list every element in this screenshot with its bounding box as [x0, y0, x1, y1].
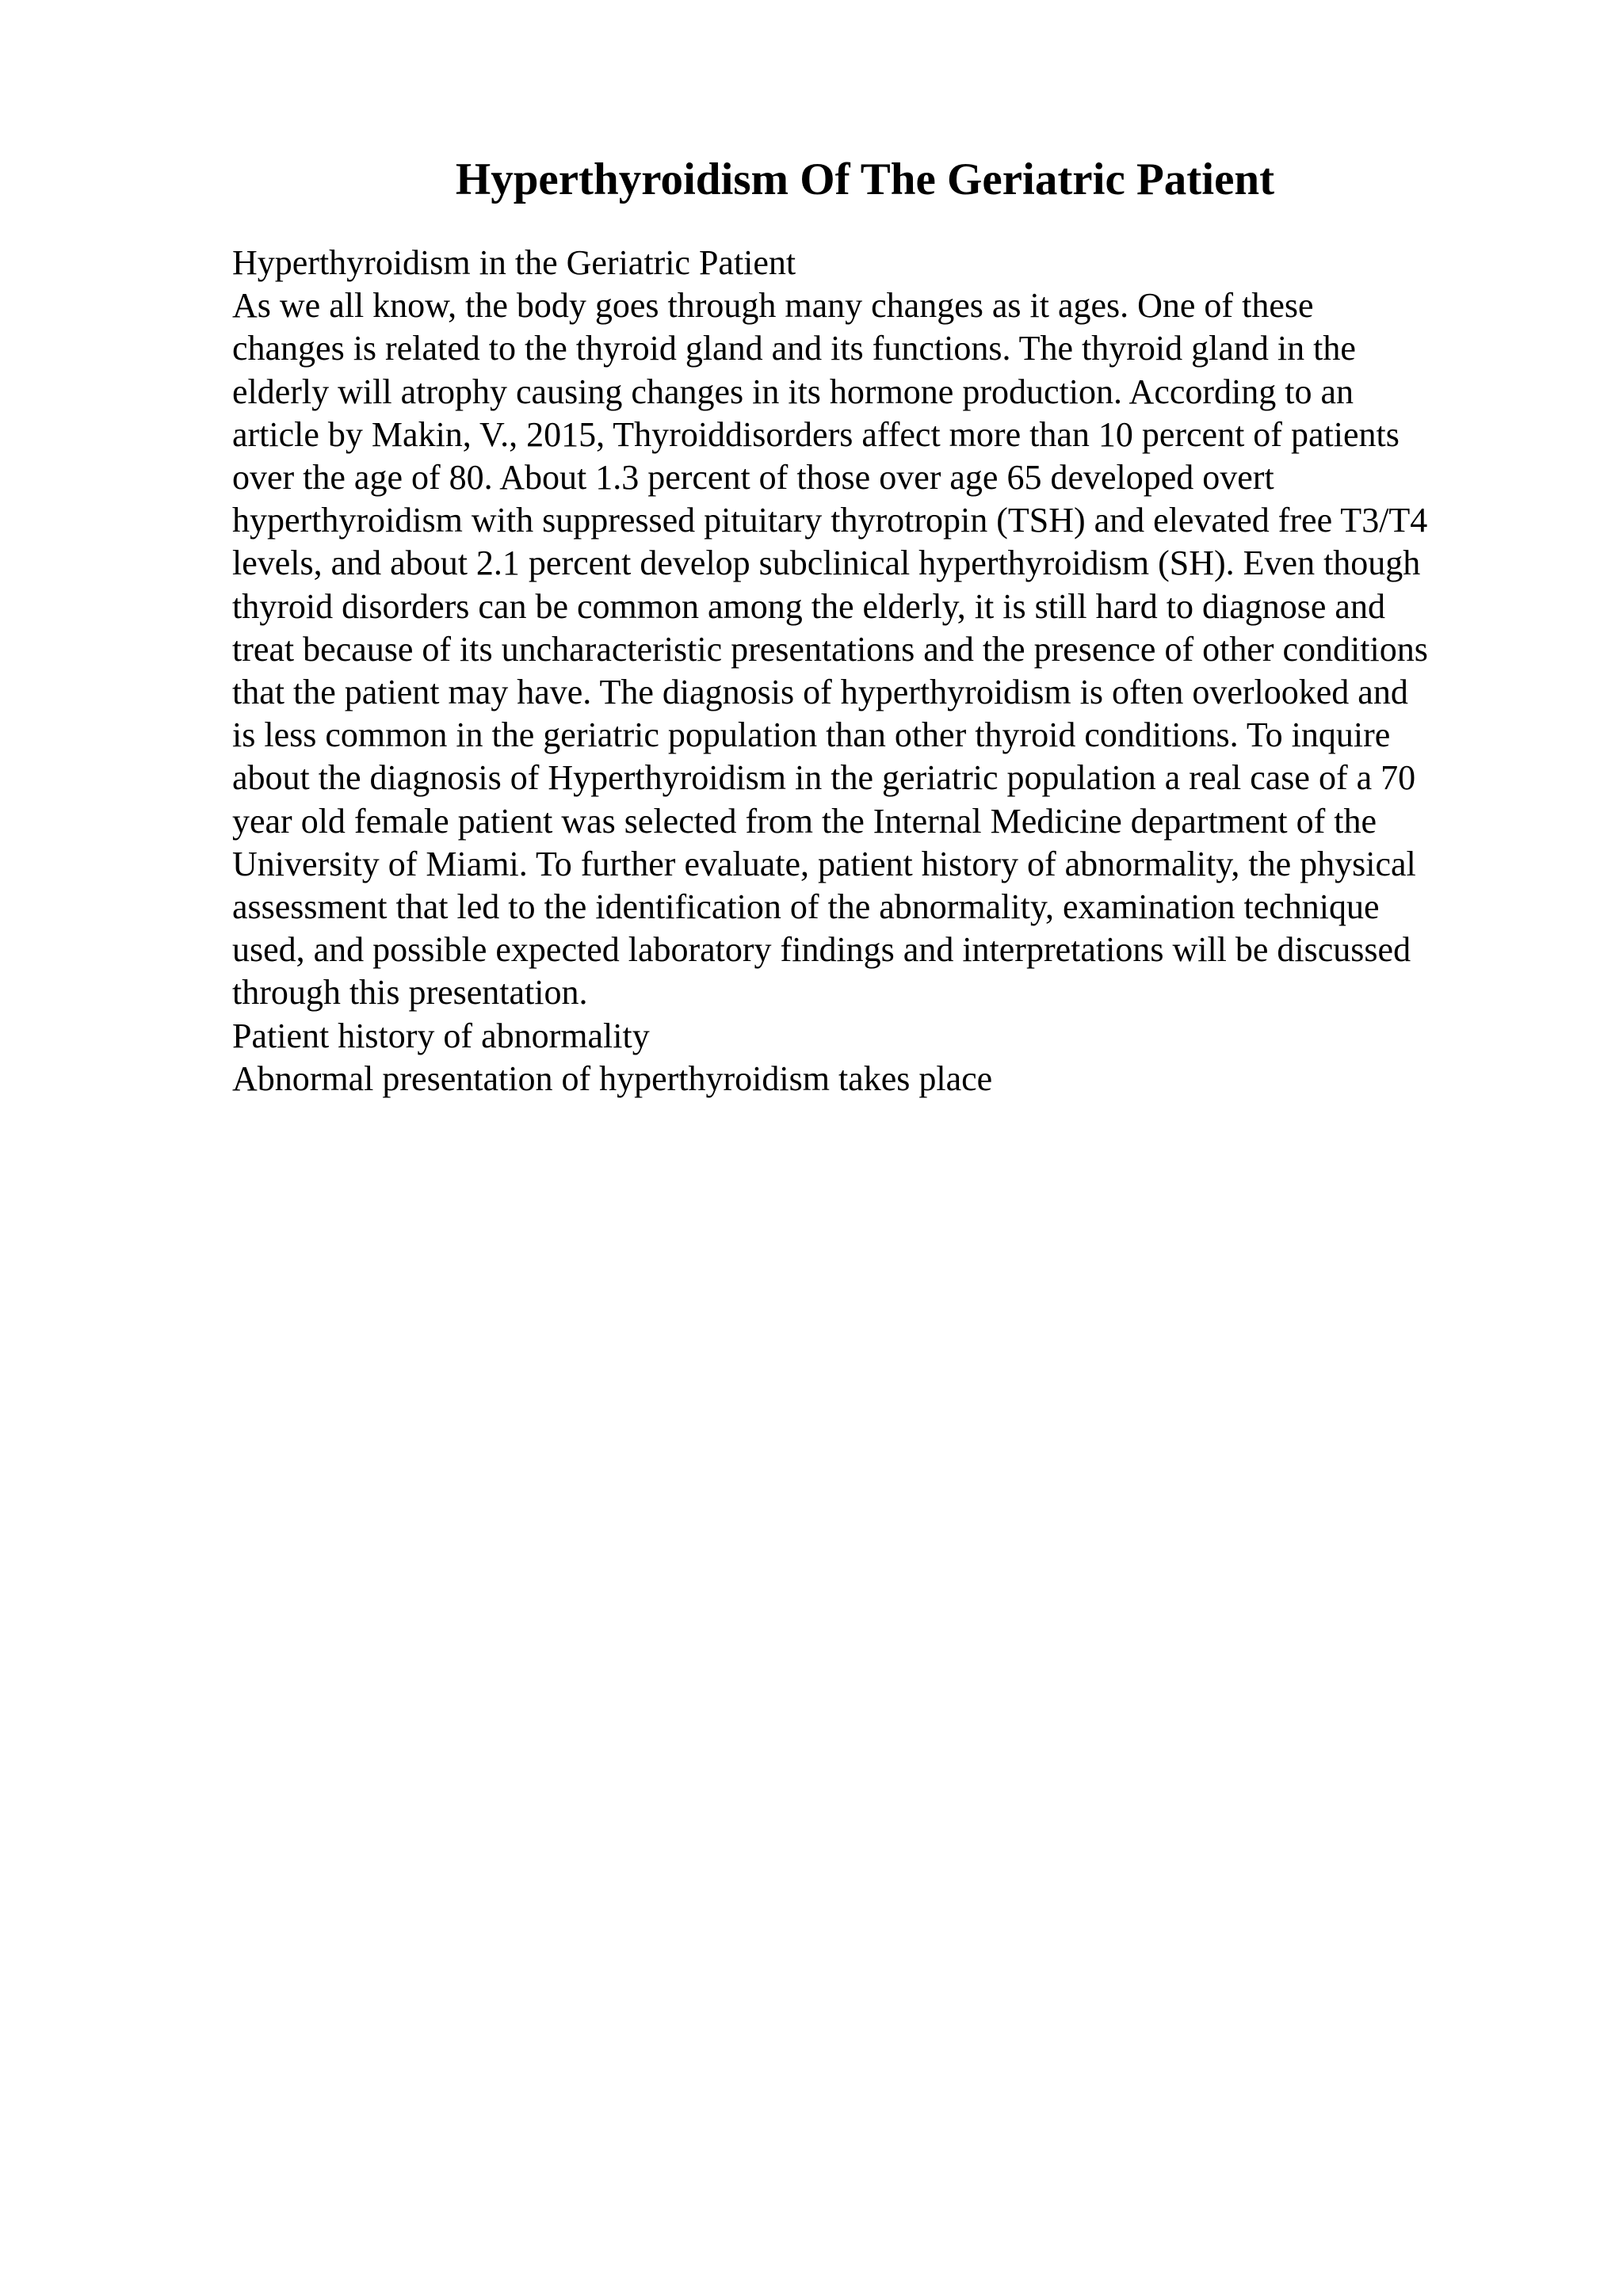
body-line: used, and possible expected laboratory findings and interpretations will be discussed	[232, 930, 1411, 970]
body-line: As we all know, the body goes through many changes as it ages. One of these	[232, 286, 1314, 326]
body-line: year old female patient was selected from the Internal Medicine department of the	[232, 801, 1377, 841]
body-line: article by Makin, V., 2015, Thyroiddisorders affect more than 10 percent of patients	[232, 414, 1400, 454]
body-line: through this presentation.	[232, 973, 588, 1013]
body-line: levels, and about 2.1 percent develop subclinical hyperthyroidism (SH). Even though	[232, 543, 1421, 583]
body-line: University of Miami. To further evaluate, patient history of abnormality, the physical	[232, 844, 1416, 883]
body-line: changes is related to the thyroid gland and its functions. The thyroid gland in the	[232, 329, 1356, 368]
body-line: that the patient may have. The diagnosis of hyperthyroidism is often overlooked and	[232, 673, 1408, 712]
document-body	[232, 242, 1516, 1100]
section-heading-intro: Hyperthyroidism in the Geriatric Patient	[232, 243, 796, 282]
body-line: assessment that led to the identification of the abnormality, examination technique	[232, 887, 1380, 927]
body-line: Abnormal presentation of hyperthyroidism takes place	[232, 1058, 993, 1098]
body-line: about the diagnosis of Hyperthyroidism in the geriatric population a real case of a 70	[232, 758, 1416, 798]
body-line: thyroid disorders can be common among the elderly, it is still hard to diagnose and	[232, 586, 1385, 626]
body-line: over the age of 80. About 1.3 percent of those over age 65 developed overt	[232, 458, 1274, 498]
document-title: Hyperthyroidism Of The Geriatric Patient	[455, 154, 1275, 204]
body-line: treat because of its uncharacteristic presentations and the presence of other conditions	[232, 629, 1428, 669]
body-line: elderly will atrophy causing changes in its hormone production. According to an	[232, 372, 1354, 411]
body-line: is less common in the geriatric population than other thyroid conditions. To inquire	[232, 715, 1391, 755]
section-heading-patient-history: Patient history of abnormality	[232, 1016, 650, 1055]
body-line: hyperthyroidism with suppressed pituitary thyrotropin (TSH) and elevated free T3/T4	[232, 501, 1428, 540]
